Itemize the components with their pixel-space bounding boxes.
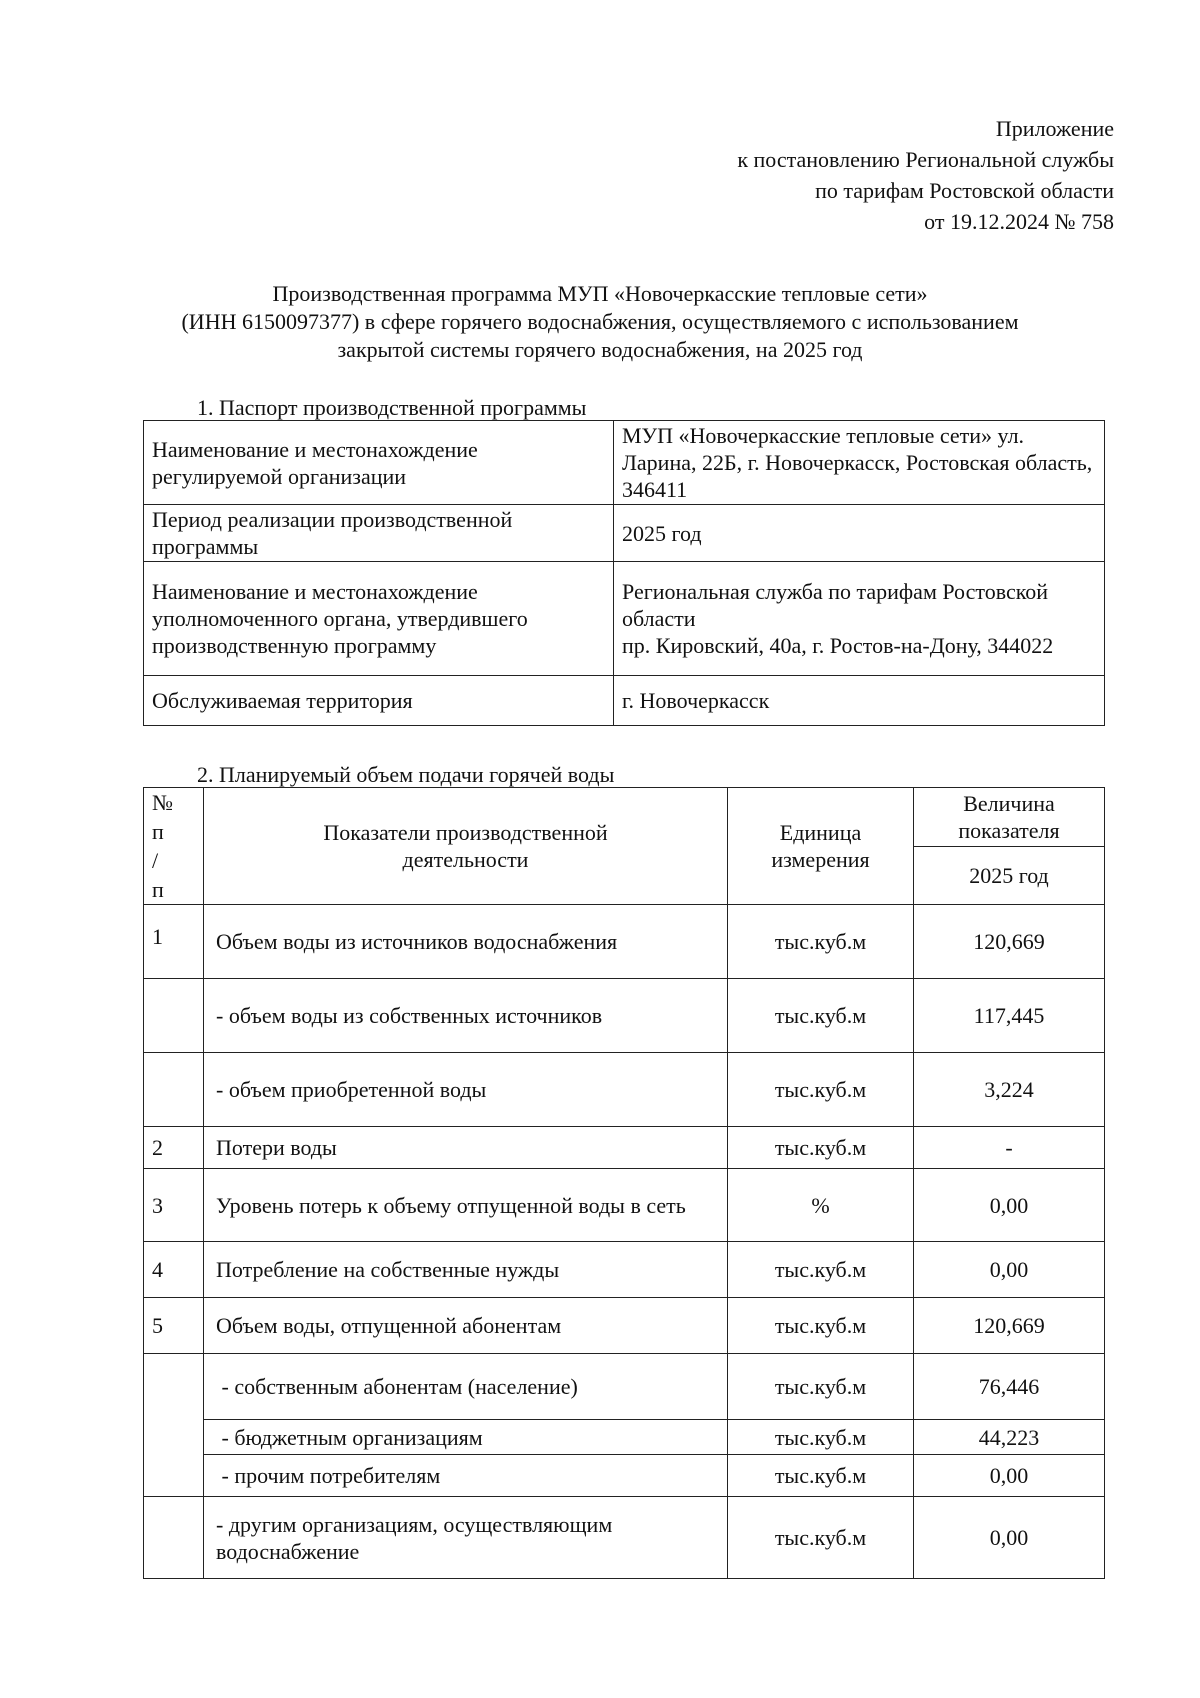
row-num: 5 (144, 1298, 204, 1354)
passport-row (144, 562, 1105, 676)
table-header-row (144, 788, 1105, 847)
row-value: - (914, 1127, 1105, 1169)
appendix-line: от 19.12.2024 № 758 (924, 209, 1114, 234)
table-row (144, 979, 1105, 1053)
appendix-line: по тарифам Ростовской области (815, 178, 1114, 203)
passport-row (144, 421, 1105, 505)
table-row (144, 1497, 1105, 1579)
row-num: 2 (144, 1127, 204, 1169)
appendix-block (737, 113, 1114, 237)
row-value: 0,00 (914, 1242, 1105, 1298)
table-row (144, 1298, 1105, 1354)
row-num (144, 1354, 204, 1497)
row-unit: тыс.куб.м (728, 1053, 914, 1127)
row-num: 1 (144, 905, 204, 979)
row-value: 117,445 (914, 979, 1105, 1053)
row-unit: тыс.куб.м (728, 1354, 914, 1420)
row-unit: % (728, 1169, 914, 1242)
row-unit: тыс.куб.м (728, 905, 914, 979)
table-row (144, 1127, 1105, 1169)
passport-value-line: Региональная служба по тарифам Ростовской области (622, 579, 1049, 631)
header-unit: Единица измерения (728, 788, 914, 905)
section2-heading: 2. Планируемый объем подачи горячей воды (197, 762, 615, 787)
table-row (144, 1455, 1105, 1497)
row-indicator: - прочим потребителям (204, 1455, 728, 1497)
row-indicator: - объем воды из собственных источников (204, 979, 728, 1053)
row-num (144, 1053, 204, 1127)
row-unit: тыс.куб.м (728, 1455, 914, 1497)
row-value: 3,224 (914, 1053, 1105, 1127)
table-row (144, 1169, 1105, 1242)
row-value: 0,00 (914, 1497, 1105, 1579)
document-title (0, 280, 1200, 364)
row-unit: тыс.куб.м (728, 1242, 914, 1298)
passport-value (614, 562, 1105, 676)
passport-label: Обслуживаемая территория (144, 676, 614, 726)
row-indicator: - собственным абонентам (население) (204, 1354, 728, 1420)
row-indicator: - бюджетным организациям (204, 1420, 728, 1455)
passport-row (144, 676, 1105, 726)
passport-value-line: пр. Кировский, 40а, г. Ростов-на-Дону, 344022 (622, 633, 1054, 658)
appendix-line: к постановлению Региональной службы (737, 147, 1114, 172)
row-indicator: Потери воды (204, 1127, 728, 1169)
header-year: 2025 год (914, 847, 1105, 905)
row-num (144, 1497, 204, 1579)
row-value: 44,223 (914, 1420, 1105, 1455)
row-unit: тыс.куб.м (728, 1127, 914, 1169)
appendix-line: Приложение (995, 116, 1114, 141)
title-line: Производственная программа МУП «Новочеркасские тепловые сети» (272, 281, 928, 306)
passport-value: г. Новочеркасск (614, 676, 1105, 726)
row-unit: тыс.куб.м (728, 1298, 914, 1354)
row-unit: тыс.куб.м (728, 1497, 914, 1579)
row-indicator: Уровень потерь к объему отпущенной воды в сеть (204, 1169, 728, 1242)
passport-row (144, 505, 1105, 562)
passport-table (143, 420, 1105, 726)
section1-heading: 1. Паспорт производственной программы (197, 395, 587, 420)
table-row (144, 1053, 1105, 1127)
row-indicator: - объем приобретенной воды (204, 1053, 728, 1127)
title-line: (ИНН 6150097377) в сфере горячего водоснабжения, осуществляемого с использованием (181, 309, 1019, 334)
row-value: 0,00 (914, 1169, 1105, 1242)
row-unit: тыс.куб.м (728, 1420, 914, 1455)
header-value-group: Величина показателя (914, 788, 1105, 847)
passport-label: Наименование и местонахождение уполномоченного органа, утвердившего производственную программу (144, 562, 614, 676)
table-row (144, 1242, 1105, 1298)
row-indicator: - другим организациям, осуществляющим водоснабжение (204, 1497, 728, 1579)
row-num: 4 (144, 1242, 204, 1298)
passport-label: Наименование и местонахождение регулируемой организации (144, 421, 614, 505)
passport-label: Период реализации производственной программы (144, 505, 614, 562)
row-value: 120,669 (914, 905, 1105, 979)
row-indicator: Объем воды, отпущенной абонентам (204, 1298, 728, 1354)
row-indicator: Объем воды из источников водоснабжения (204, 905, 728, 979)
water-volume-table (143, 787, 1105, 1579)
passport-value: МУП «Новочеркасские тепловые сети» ул. Ларина, 22Б, г. Новочеркасск, Ростовская область, 346411 (614, 421, 1105, 505)
table-row (144, 905, 1105, 979)
row-value: 76,446 (914, 1354, 1105, 1420)
table-row (144, 1354, 1105, 1420)
row-value: 120,669 (914, 1298, 1105, 1354)
row-unit: тыс.куб.м (728, 979, 914, 1053)
table-row (144, 1420, 1105, 1455)
header-num: № п / п (144, 788, 204, 905)
row-value: 0,00 (914, 1455, 1105, 1497)
passport-value: 2025 год (614, 505, 1105, 562)
row-indicator: Потребление на собственные нужды (204, 1242, 728, 1298)
title-line: закрытой системы горячего водоснабжения, на 2025 год (337, 337, 863, 362)
header-indicator: Показатели производственной деятельности (204, 788, 728, 905)
row-num (144, 979, 204, 1053)
row-num: 3 (144, 1169, 204, 1242)
